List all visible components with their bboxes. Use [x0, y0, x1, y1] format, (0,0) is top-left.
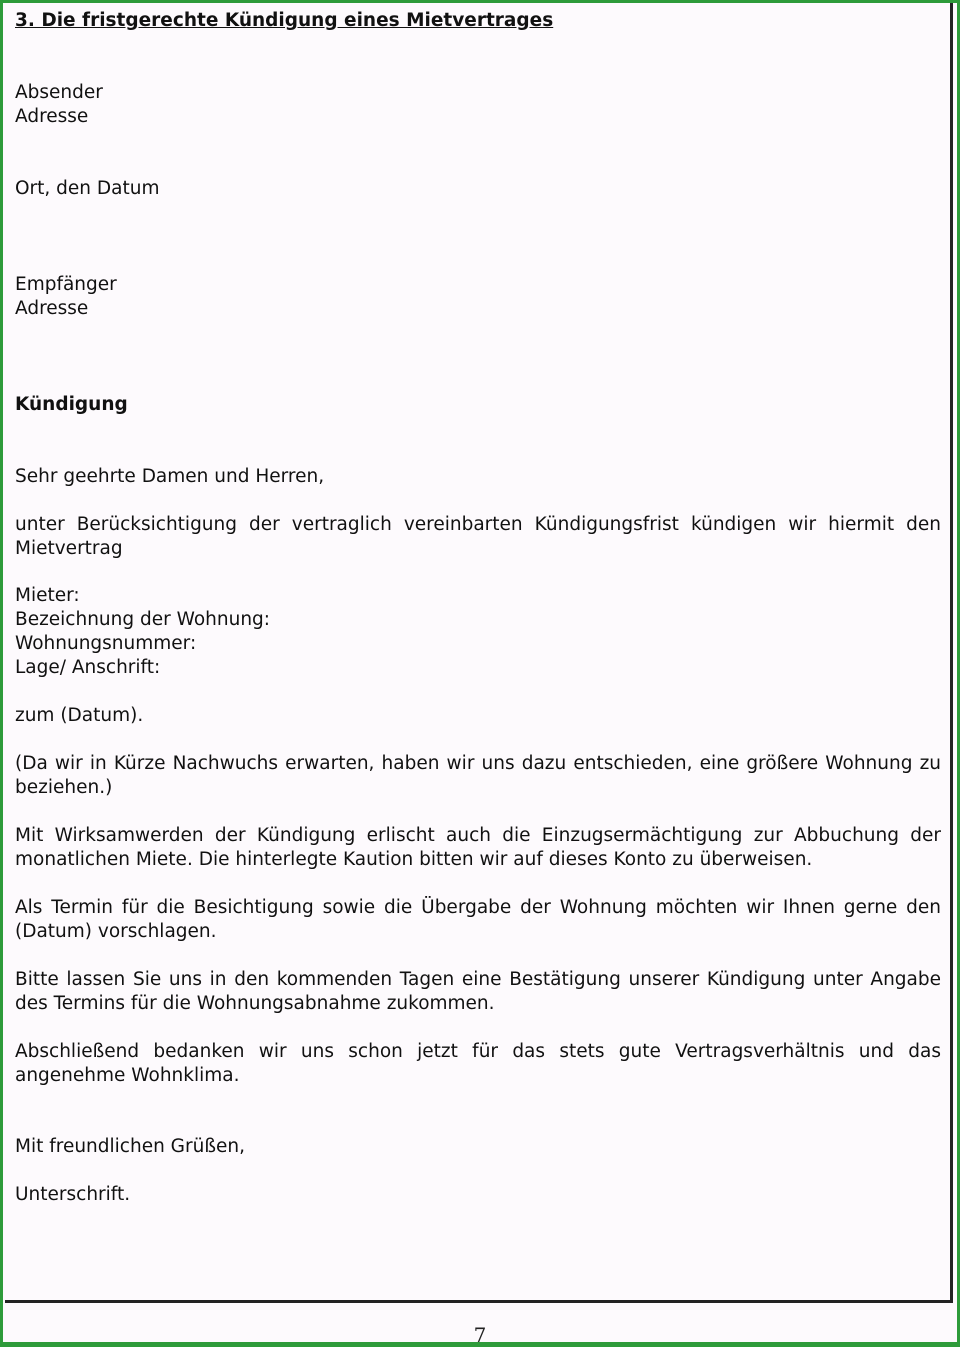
- subject-line: Kündigung: [15, 394, 128, 415]
- closing-line: Mit freundlichen Grüßen,: [15, 1136, 245, 1157]
- field-apartment-designation: Bezeichnung der Wohnung:: [15, 609, 271, 630]
- document-page: [3, 3, 957, 1347]
- appointment-paragraph: Als Termin für die Besichtigung sowie die Übergabe der Wohnung möchten wir Ihnen gerne den (Datum) vorschlagen.: [15, 897, 941, 942]
- field-tenant: Mieter:: [15, 585, 80, 606]
- thanks-paragraph: Abschließend bedanken wir uns schon jetzt für das stets gute Vertragsverhältnis und das angenehme Wohnklima.: [15, 1041, 941, 1086]
- reason-paragraph: (Da wir in Kürze Nachwuchs erwarten, haben wir uns dazu entschieden, eine größere Wohnung zu beziehen.): [15, 753, 941, 798]
- termination-date-line: zum (Datum).: [15, 705, 144, 726]
- confirmation-paragraph: Bitte lassen Sie uns in den kommenden Tagen eine Bestätigung unserer Kündigung unter Angabe des Termins für die Wohnungsabnahme zukommen.: [15, 969, 941, 1014]
- recipient-name: Empfänger: [15, 274, 117, 295]
- place-date: Ort, den Datum: [15, 178, 160, 199]
- page-number: 7: [473, 1323, 487, 1347]
- signature-line: Unterschrift.: [15, 1184, 131, 1205]
- salutation: Sehr geehrte Damen und Herren,: [15, 466, 325, 487]
- field-apartment-number: Wohnungsnummer:: [15, 633, 197, 654]
- sender-address: Adresse: [15, 106, 89, 127]
- recipient-address: Adresse: [15, 298, 89, 319]
- payment-paragraph: Mit Wirksamwerden der Kündigung erlischt auch die Einzugsermächtigung zur Abbuchung der monatlichen Miete. Die hinterlegte Kaution bitten wir auf dieses Konto zu überweisen.: [15, 825, 941, 870]
- field-location-address: Lage/ Anschrift:: [15, 657, 161, 678]
- sender-name: Absender: [15, 82, 103, 103]
- document-heading: 3. Die fristgerechte Kündigung eines Mietvertrages: [15, 10, 554, 31]
- intro-paragraph: unter Berücksichtigung der vertraglich vereinbarten Kündigungsfrist kündigen wir hiermit den Mietvertrag: [15, 514, 941, 559]
